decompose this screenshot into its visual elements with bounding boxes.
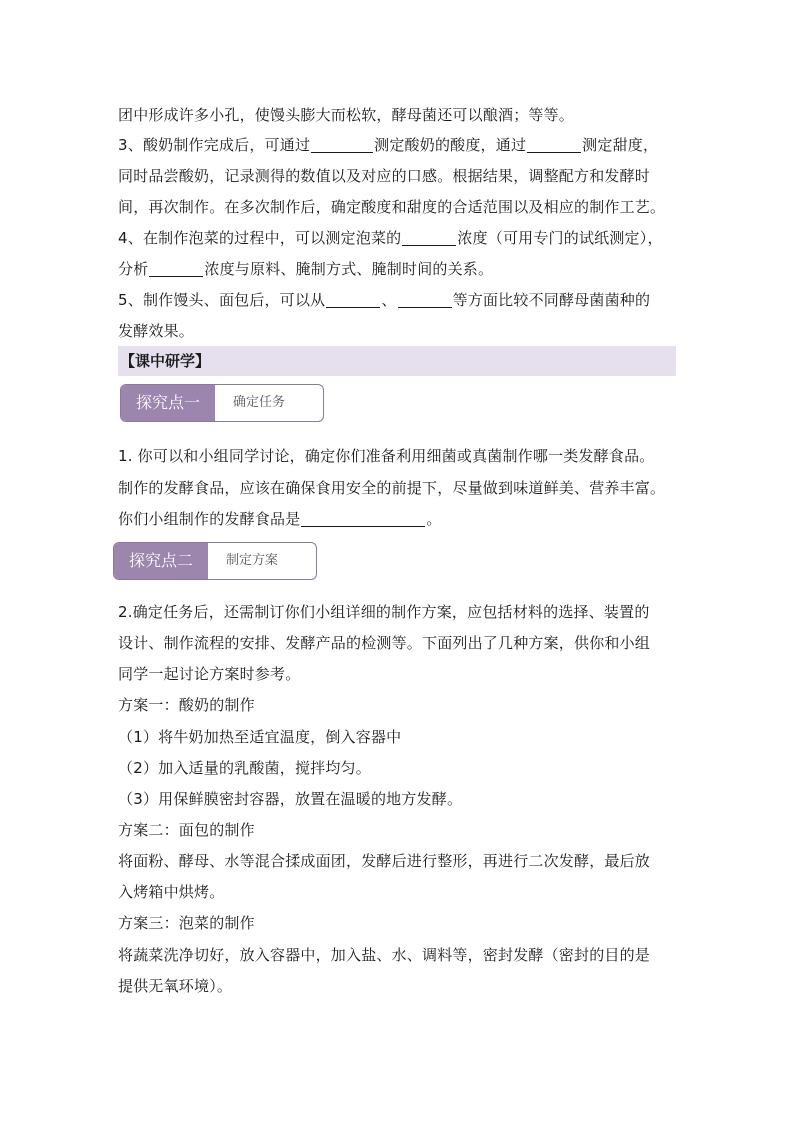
plan1-step2: （2）加入适量的乳酸菌，搅拌均匀。 <box>118 759 371 777</box>
analysis-concentration-blank[interactable] <box>149 260 203 277</box>
item5-text-b: 、 <box>381 291 397 309</box>
plan2-line1: 将面粉、酵母、水等混合揉成面团，发酵后进行整形，再进行二次发酵，最后放 <box>118 852 651 870</box>
intro-line: 团中形成许多小孔，使馒头膨大而松软，酵母菌还可以酿酒；等等。 <box>118 106 575 124</box>
plan3-line2: 提供无氧环境）。 <box>118 977 233 995</box>
plan1-step3: （3）用保鲜膜密封容器，放置在温暖的地方发酵。 <box>118 790 463 808</box>
q2-line3: 同学一起讨论方案时参考。 <box>118 665 301 683</box>
plan2-line2: 入烤箱中烘烤。 <box>118 883 225 901</box>
item4-text-b: 浓度（可用专门的试纸测定）， <box>457 229 663 247</box>
item3-text-a: 3、酸奶制作完成后，可通过 <box>118 136 311 154</box>
inquiry-point-2-label: 探究点二 <box>114 543 208 579</box>
q1-line1: 1. 你可以和小组同学讨论，确定你们准备利用细菌或真菌制作哪一类发酵食品。 <box>118 447 655 465</box>
pickle-concentration-blank[interactable] <box>402 229 456 246</box>
item4-line1 <box>118 227 683 249</box>
inquiry-point-2-topic: 制定方案 <box>226 553 279 568</box>
item4-text-c: 分析 <box>118 260 149 278</box>
item3-line2: 同时品尝酸奶，记录测得的数值以及对应的口感。根据结果，调整配方和发酵时 <box>118 167 651 185</box>
inquiry-point-1-topic: 确定任务 <box>233 395 286 410</box>
item4-text-a: 4、在制作泡菜的过程中，可以测定泡菜的 <box>118 229 402 247</box>
item4-line2 <box>118 258 683 280</box>
item5-text-c: 等方面比较不同酵母菌菌种的 <box>452 291 651 309</box>
q1-line2: 制作的发酵食品，应该在确保食用安全的前提下，尽量做到味道鲜美、营养丰富。 <box>118 479 666 497</box>
fermented-food-blank[interactable] <box>301 510 425 527</box>
plan3-line1: 将蔬菜洗净切好，放入容器中，加入盐、水、调料等，密封发酵（密封的目的是 <box>118 946 651 964</box>
item4-text-d: 浓度与原料、腌制方式、腌制时间的关系。 <box>204 260 494 278</box>
plan1-title: 方案一：酸奶的制作 <box>118 696 255 714</box>
compare-aspect-blank-2[interactable] <box>398 291 452 308</box>
section-header-bar <box>118 346 676 376</box>
item3-text-b: 测定酸奶的酸度，通过 <box>374 136 527 154</box>
item5-line1 <box>118 289 683 311</box>
inquiry-point-2-tag <box>113 542 317 580</box>
item5-line2: 发酵效果。 <box>118 322 195 340</box>
q1-line3 <box>118 508 683 530</box>
item3-line1 <box>118 134 683 156</box>
item3-text-c: 测定甜度， <box>582 136 659 154</box>
plan2-title: 方案二：面包的制作 <box>118 821 255 839</box>
item5-text-a: 5、制作馒头、面包后，可以从 <box>118 291 326 309</box>
section-title: 【课中研学】 <box>120 352 211 370</box>
inquiry-point-1-label: 探究点一 <box>121 385 215 421</box>
plan3-title: 方案三：泡菜的制作 <box>118 914 255 932</box>
inquiry-point-1-tag <box>120 384 324 422</box>
q1-text-a: 你们小组制作的发酵食品是 <box>118 510 301 528</box>
compare-aspect-blank-1[interactable] <box>326 291 380 308</box>
q2-line1: 2.确定任务后，还需制订你们小组详细的制作方案，应包括材料的选择、装置的 <box>118 603 650 621</box>
item3-line3: 间，再次制作。在多次制作后，确定酸度和甜度的合适范围以及相应的制作工艺。 <box>118 198 666 216</box>
sweetness-blank[interactable] <box>527 136 581 153</box>
q2-line2: 设计、制作流程的安排、发酵产品的检测等。下面列出了几种方案，供你和小组 <box>118 634 651 652</box>
q1-text-b: 。 <box>426 510 442 528</box>
plan1-step1: （1）将牛奶加热至适宜温度，倒入容器中 <box>118 728 402 746</box>
acidity-blank[interactable] <box>311 136 373 153</box>
